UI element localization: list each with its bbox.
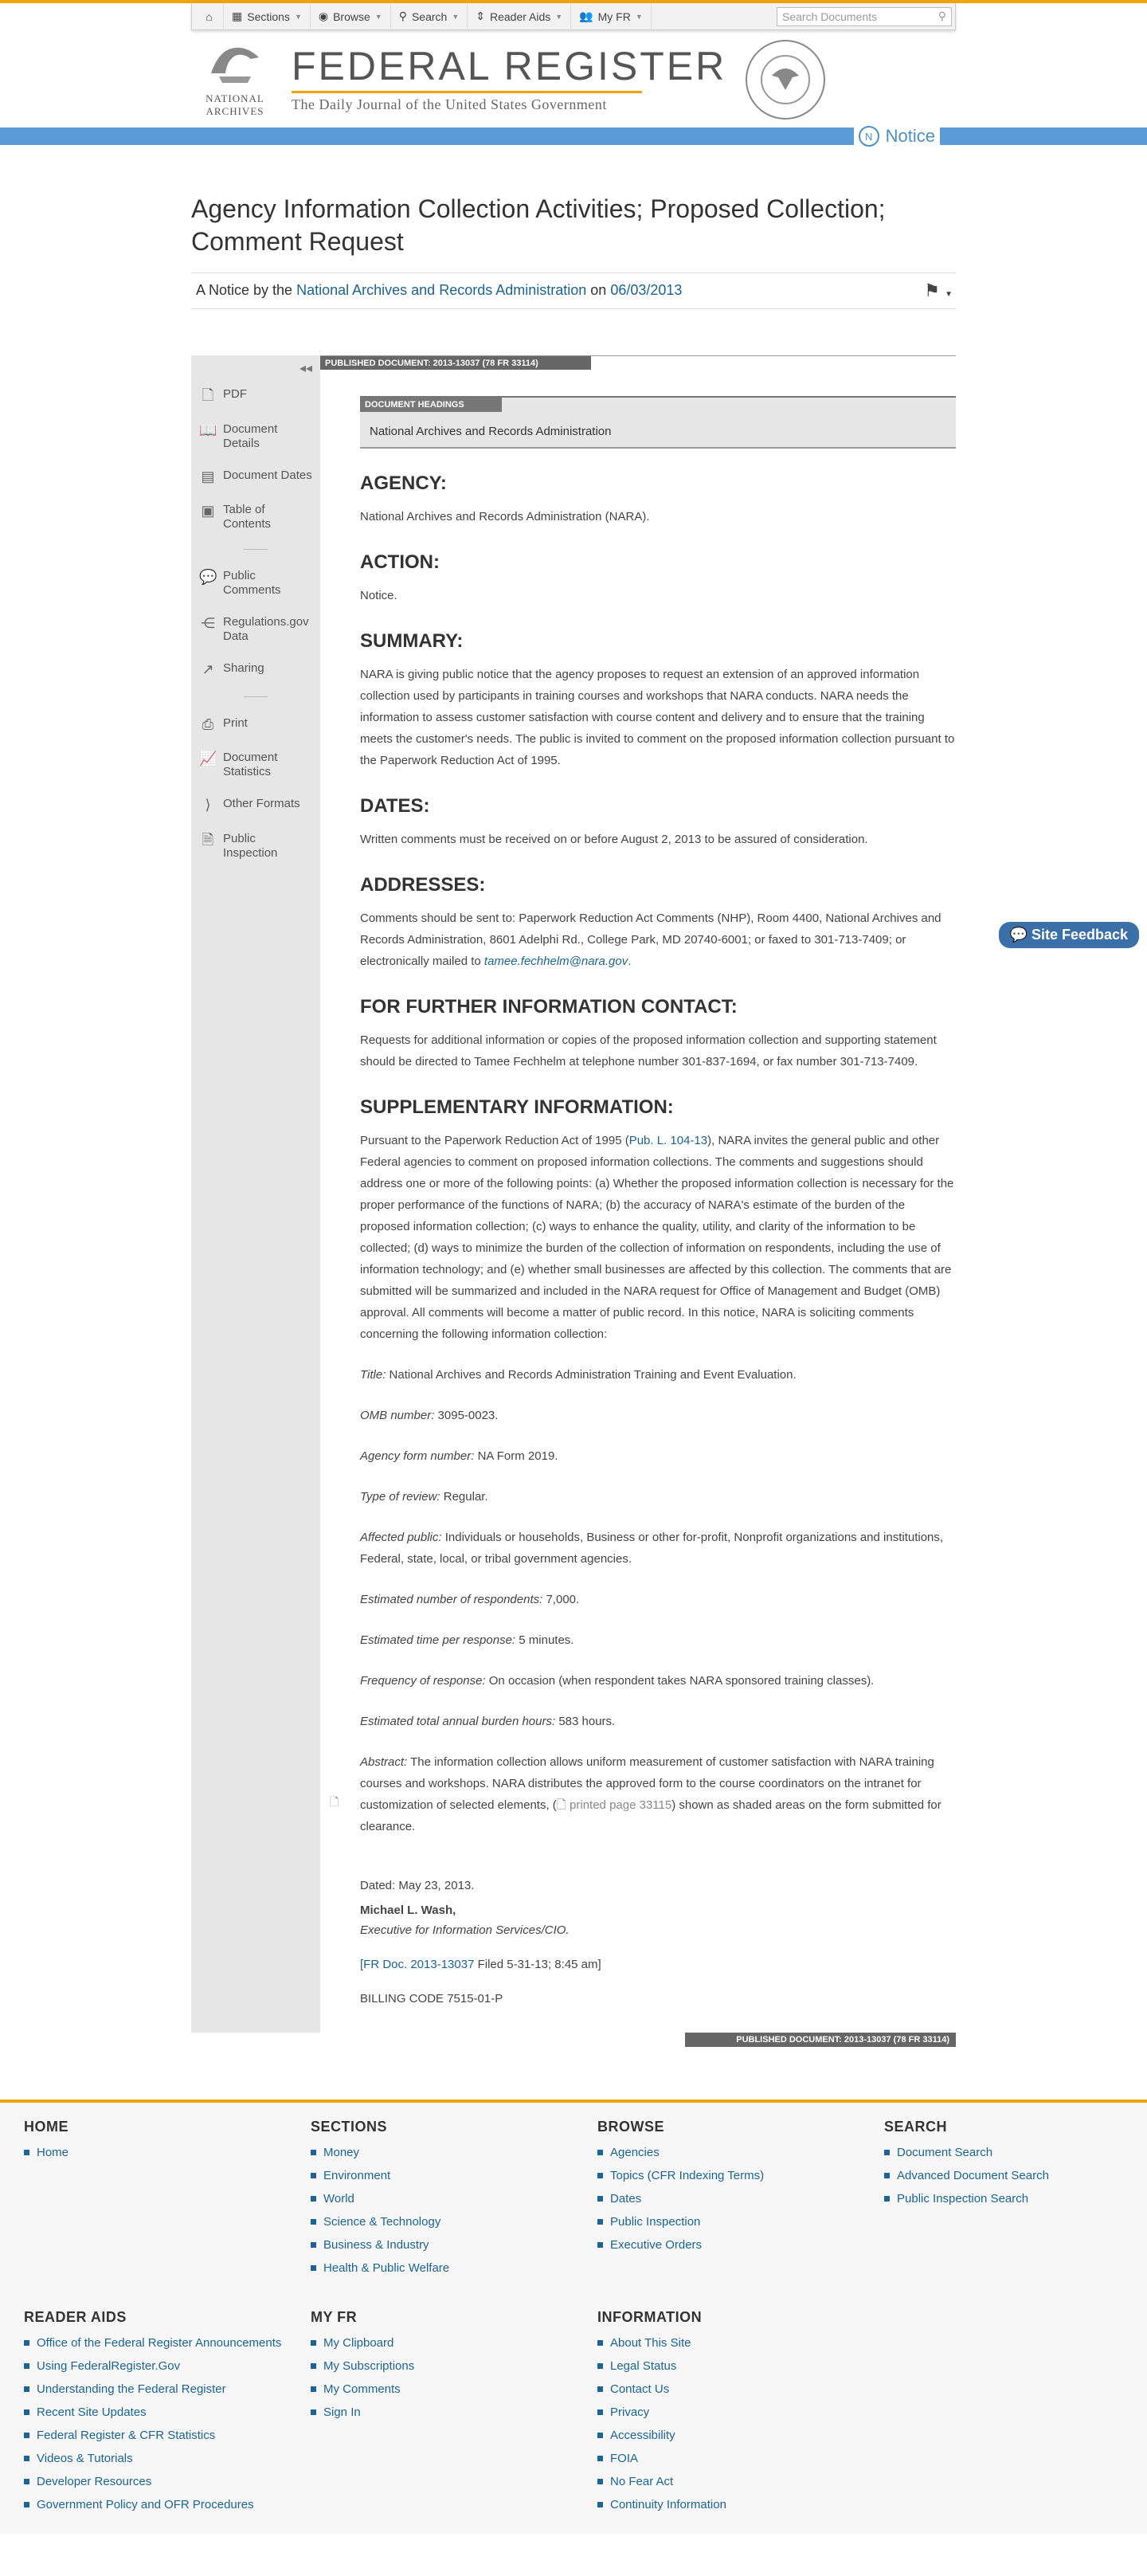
summary-heading: SUMMARY: [360, 629, 464, 652]
sidebar-item-document-details[interactable] [191, 422, 320, 451]
inspection-icon: 🗎 [202, 831, 214, 848]
footer-column [24, 2309, 311, 2520]
footer-link[interactable]: Topics (CFR Indexing Terms) [597, 2168, 884, 2184]
footer-columns [24, 2119, 1147, 2520]
footer-link[interactable]: World [311, 2191, 597, 2207]
sidebar-item-label: Print [223, 716, 248, 730]
footer-link[interactable]: Videos & Tutorials [24, 2451, 311, 2467]
sidebar-item-document-dates[interactable] [191, 469, 320, 486]
publication-date-link[interactable]: 06/03/2013 [610, 282, 683, 299]
field-key: Frequency of response: [360, 1673, 486, 1688]
home-button[interactable] [195, 3, 224, 30]
document-content [320, 355, 956, 2045]
sidebar-item-label: Regulations.gov Data [223, 615, 309, 644]
nav-my-fr-label: My FR [597, 10, 631, 23]
abstract-text: The information collection allows uniform measurement of customer satisfaction with NARA training courses and workshops. NARA distributes the approved form to the course coordinators on the intranet for customization of selected elements, ( [360, 1755, 934, 1812]
fr-doc-link[interactable]: [FR Doc. 2013-13037 [360, 1957, 475, 1971]
notice-type-label: Notice [885, 126, 935, 146]
comment-icon: 💬 [199, 569, 217, 586]
billing-code: BILLING CODE 7515-01-P [360, 1991, 503, 2006]
eagle-icon [203, 41, 267, 88]
field-key: OMB number: [360, 1408, 435, 1422]
site-footer [0, 2100, 1147, 2534]
document-headings [360, 396, 956, 449]
sidebar-item-label: Sharing [223, 661, 264, 676]
nav-browse-label: Browse [333, 10, 370, 23]
email-link[interactable]: tamee.fechhelm@nara.gov [483, 954, 628, 968]
speech-bubble-icon: 💬 [1009, 927, 1028, 943]
book-icon: 📖 [199, 421, 217, 438]
sidebar-item-label: Other Formats [223, 797, 300, 811]
field-value: 583 hours. [555, 1714, 616, 1728]
document-body-wrap [191, 355, 956, 2045]
field-value: 7,000. [542, 1592, 580, 1606]
footer-heading: INFORMATION [597, 2308, 703, 2325]
supplementary-pre: Pursuant to the Paperwork Reduction Act of 1995 ( [360, 1133, 629, 1147]
footer-heading: SECTIONS [311, 2118, 388, 2135]
chevron-down-icon: ▼ [294, 12, 302, 21]
footer-heading: SEARCH [884, 2118, 948, 2135]
footer-link[interactable]: Using FederalRegister.Gov [24, 2358, 311, 2374]
document-type-band [0, 127, 1147, 145]
seal-eagle-icon [757, 52, 813, 108]
nav-search[interactable] [391, 3, 468, 30]
footer-link[interactable]: Science & Technology [311, 2214, 597, 2230]
footer-heading: HOME [24, 2118, 69, 2135]
sidebar-item-table-of-contents[interactable] [191, 503, 320, 531]
chart-icon: 📈 [199, 751, 217, 767]
print-icon: ⎙ [202, 716, 214, 732]
agency-heading: AGENCY: [360, 472, 447, 494]
site-subtitle: The Daily Journal of the United States Government [292, 96, 607, 112]
footer-link[interactable]: Recent Site Updates [24, 2405, 311, 2421]
sidebar-item-pdf[interactable] [191, 387, 320, 405]
agency-link[interactable]: National Archives and Records Administration [296, 282, 587, 299]
code-icon: ⟩ [205, 797, 211, 814]
sidebar-item-regulations-gov[interactable] [191, 615, 320, 644]
addresses-end: . [628, 954, 632, 968]
printed-page-label: printed page 33115 [570, 1798, 672, 1812]
footer-heading: MY FR [311, 2308, 358, 2325]
footer-column [311, 2309, 597, 2520]
footer-column [24, 2119, 311, 2284]
nav-sections[interactable] [224, 3, 311, 30]
footer-link[interactable]: Developer Resources [24, 2474, 311, 2490]
flag-menu-icon[interactable]: ⚑ ▼ [924, 280, 953, 300]
field-key: Title: [360, 1367, 386, 1382]
summary-text: NARA is giving public notice that the agency proposes to request an extension of an approved information collection used by participants in training courses and workshops that NARA conducts. NARA needs the information to assess customer satisfaction with course content and delivery and to ensure that the training meets the customer's needs. The public is invited to comment on the proposed information collection pursuant to the Paperwork Reduction Act of 1995. [360, 667, 955, 767]
sidebar-item-public-comments[interactable] [191, 569, 320, 598]
footer-link-list [884, 2145, 1123, 2207]
agency-text: National Archives and Records Administration (NARA). [360, 509, 650, 523]
field-abstract [330, 1751, 956, 1837]
chevron-down-icon: ▼ [555, 12, 563, 21]
field-value: Regular. [440, 1489, 488, 1504]
eye-icon: ◉ [318, 10, 329, 22]
sidebar-divider [244, 696, 268, 697]
published-document-label: PUBLISHED DOCUMENT: 2013-13037 (78 FR 33114) [320, 356, 591, 370]
field-value: 5 minutes. [515, 1633, 574, 1647]
document-title: Agency Information Collection Activities; Proposed Collection; Comment Request [191, 194, 886, 256]
contact-heading: FOR FURTHER INFORMATION CONTACT: [360, 995, 738, 1017]
field-value: Individuals or households, Business or other for-profit, Nonprofit organizations and institutions, Federal, state, local, or tribal government agencies. [360, 1530, 944, 1566]
footer-link[interactable]: My Comments [311, 2382, 597, 2398]
collapse-sidebar-icon[interactable]: ◂◂ [299, 361, 313, 375]
dated-line: Dated: May 23, 2013. [360, 1878, 475, 1892]
sidebar-item-label: PDF [223, 386, 247, 401]
fr-doc-filed: Filed 5-31-13; 8:45 am] [474, 1957, 601, 1971]
footer-column [311, 2119, 597, 2284]
footer-link[interactable]: Continuity Information [597, 2497, 884, 2513]
page-break-icon: 🗋 [330, 1794, 339, 1808]
field-value: NA Form 2019. [474, 1449, 558, 1463]
document-sidebar [191, 355, 320, 2033]
footer-link[interactable]: Public Inspection [597, 2214, 884, 2230]
supplementary-text: ), NARA invites the general public and other Federal agencies to comment on proposed information collections. The comments and suggestions should address one or more of the following points: (a) Whether the proposed information collection is necessary for the proper performance of the functions of NARA; (b) the accuracy of NARA's estimate of the burden of the proposed information collection; (c) ways to enhance the quality, utility, and clarity of the information to be collected; (d) ways to minimize the burden of the collection of information on respondents, including the use of information technology; and (e) whether small businesses are affected by this collection. The comments that are submitted will be summarized and included in the NARA request for Office of Management and Budget (OMB) approval. All comments will become a matter of public record. In this notice, NARA is soliciting comments concerning the following information collection: [360, 1133, 954, 1341]
dates-heading: DATES: [360, 794, 430, 817]
footer-link[interactable]: Legal Status [597, 2358, 884, 2374]
footer-heading: BROWSE [597, 2118, 664, 2135]
byline-prefix: A Notice by the [196, 282, 293, 299]
field-value: National Archives and Records Administration Training and Event Evaluation. [386, 1367, 797, 1382]
supplementary-heading: SUPPLEMENTARY INFORMATION: [360, 1096, 674, 1118]
footer-link[interactable]: No Fear Act [597, 2474, 884, 2490]
chevron-down-icon: ▼ [635, 12, 643, 21]
magnifier-icon: ⚲ [398, 10, 407, 22]
footer-link[interactable]: Business & Industry [311, 2237, 597, 2253]
sidebar-item-sharing[interactable] [191, 661, 320, 679]
footer-link-list [24, 2335, 311, 2513]
footer-link[interactable]: Agencies [597, 2145, 884, 2161]
field-key: Estimated time per response: [360, 1633, 516, 1647]
action-heading: ACTION: [360, 551, 440, 573]
footer-link[interactable]: My Subscriptions [311, 2358, 597, 2374]
share-icon: ↗ [202, 661, 214, 678]
chevron-down-icon: ▼ [452, 12, 460, 21]
public-law-link[interactable]: Pub. L. 104-13 [628, 1133, 708, 1147]
nav-my-fr[interactable] [571, 3, 652, 30]
notice-tag [854, 124, 956, 148]
field-key: Abstract: [360, 1755, 408, 1769]
byline [191, 272, 956, 309]
footer-link[interactable]: Contact Us [597, 2382, 884, 2398]
footer-link[interactable]: Government Policy and OFR Procedures [24, 2497, 311, 2513]
pdf-icon: 🗋 [202, 386, 214, 403]
footer-link[interactable]: Federal Register & CFR Statistics [24, 2428, 311, 2444]
field-omb-number [360, 1405, 956, 1426]
abstract-end: ) shown as shaded areas on the form submitted for clearance. [360, 1798, 941, 1833]
federal-register-seal [746, 40, 825, 120]
sidebar-item-public-inspection[interactable] [191, 832, 320, 861]
signer-title: Executive for Information Services/CIO. [360, 1923, 570, 1937]
top-accent-bar [0, 0, 1147, 145]
byline-on: on [590, 282, 607, 299]
footer-link[interactable]: FOIA [597, 2451, 884, 2467]
notice-type-icon: N [859, 126, 879, 147]
field-type-of-review [360, 1486, 956, 1508]
calendar-icon: ▤ [201, 468, 215, 484]
sidebar-item-print[interactable] [191, 716, 320, 734]
field-key: Affected public: [360, 1530, 442, 1544]
field-value: On occasion (when respondent takes NARA sponsored training classes). [485, 1673, 875, 1688]
sidebar-item-label: Public Comments [223, 569, 281, 598]
nav-search-label: Search [411, 10, 448, 23]
footer-link[interactable]: Office of the Federal Register Announcements [24, 2335, 311, 2351]
nav-reader-aids-label: Reader Aids [489, 10, 551, 23]
field-value: 3095-0023. [434, 1408, 499, 1422]
field-time-per-response [360, 1629, 956, 1651]
dates-text: Written comments must be received on or before August 2, 2013 to be assured of consideration. [360, 832, 868, 846]
field-title [360, 1364, 956, 1386]
sidebar-divider [244, 549, 268, 550]
site-title: FEDERAL REGISTER [292, 44, 727, 88]
signpost-icon: ⇕ [476, 10, 485, 22]
footer-link[interactable]: Public Inspection Search [884, 2191, 1123, 2207]
footer-link-list [311, 2335, 597, 2421]
nav-browse[interactable] [311, 3, 391, 30]
field-frequency [360, 1670, 956, 1692]
field-key: Agency form number: [360, 1449, 475, 1463]
search-input[interactable] [777, 7, 952, 26]
main-nav [191, 3, 956, 30]
printed-page-marker[interactable]: 🗋 printed page 33115 [556, 1798, 672, 1812]
footer-link[interactable]: Advanced Document Search [884, 2168, 1123, 2184]
footer-link[interactable]: Money [311, 2145, 597, 2161]
na-logo-line2: ARCHIVES [206, 105, 264, 117]
sidebar-item-label: Document Statistics [223, 751, 278, 779]
footer-heading: READER AIDS [24, 2308, 127, 2325]
footer-column [597, 2119, 884, 2284]
field-key: Estimated number of respondents: [360, 1592, 543, 1606]
nav-sections-label: Sections [247, 10, 290, 23]
footer-link-list [597, 2335, 884, 2513]
fr-doc-line [360, 1955, 956, 1974]
nav-reader-aids[interactable] [468, 3, 571, 30]
sidebar-item-other-formats[interactable] [191, 797, 320, 814]
national-archives-logo[interactable] [191, 41, 279, 118]
sidebar-item-document-statistics[interactable] [191, 751, 320, 779]
document-headings-value: National Archives and Records Administration [370, 424, 612, 438]
site-feedback-button[interactable] [999, 922, 1140, 948]
site-title-block[interactable] [292, 46, 726, 113]
search-placeholder: Search Documents [782, 10, 878, 23]
footer-link[interactable]: Dates [597, 2191, 884, 2207]
footer-link[interactable]: Home [24, 2145, 311, 2161]
field-key: Estimated total annual burden hours: [360, 1714, 556, 1728]
na-logo-line1: NATIONAL [206, 92, 264, 104]
field-burden-hours [360, 1711, 956, 1732]
users-icon: 👥 [579, 10, 593, 22]
footer-link-list [24, 2145, 311, 2161]
footer-link[interactable]: Health & Public Welfare [311, 2260, 597, 2276]
footer-link[interactable]: About This Site [597, 2335, 884, 2351]
contact-text: Requests for additional information or copies of the proposed information collection and supporting statement should be directed to Tamee Fechhelm at telephone number 301-837-1694, or fax number 301-713-7409. [360, 1033, 937, 1068]
share-nodes-icon: ⋲ [201, 615, 215, 632]
toc-icon: ▣ [201, 503, 215, 520]
action-text: Notice. [360, 588, 397, 602]
supplementary-paragraph [360, 1130, 956, 1345]
addresses-heading: ADDRESSES: [360, 873, 486, 896]
grid-icon: ▦ [232, 10, 243, 22]
addresses-text: Comments should be sent to: Paperwork Reduction Act Comments (NHP), Room 4400, National Archives and Records Administration, 8601 Adelphi Rd., College Park, MD 20740-6001; or faxed to 301-713-7409; or electronically mailed to [360, 911, 941, 968]
home-icon: ⌂ [206, 10, 213, 23]
site-feedback-label: Site Feedback [1031, 927, 1128, 943]
footer-link-list [597, 2145, 884, 2253]
field-agency-form-number [360, 1445, 956, 1467]
chevron-down-icon: ▼ [374, 12, 382, 21]
footer-link[interactable]: Accessibility [597, 2428, 884, 2444]
addresses-paragraph [360, 908, 956, 972]
footer-link[interactable]: My Clipboard [311, 2335, 597, 2351]
footer-link[interactable]: Understanding the Federal Register [24, 2382, 311, 2398]
footer-link[interactable]: Document Search [884, 2145, 1123, 2161]
footer-link[interactable]: Privacy [597, 2405, 884, 2421]
field-respondents [360, 1589, 956, 1610]
published-document-label-bottom: PUBLISHED DOCUMENT: 2013-13037 (78 FR 33114) [685, 2033, 956, 2047]
search-icon[interactable]: ⚲ [938, 10, 946, 22]
signer-name: Michael L. Wash, [360, 1903, 456, 1917]
footer-link[interactable]: Executive Orders [597, 2237, 884, 2253]
document-headings-label: DOCUMENT HEADINGS [360, 398, 502, 412]
sidebar-item-label: Document Details [223, 421, 278, 450]
footer-link[interactable]: Sign In [311, 2405, 597, 2421]
field-key: Type of review: [360, 1489, 440, 1504]
footer-column [884, 2119, 1123, 2284]
signature-block [360, 1876, 956, 2009]
sidebar-item-label: Public Inspection [223, 831, 278, 860]
field-affected-public [360, 1527, 956, 1570]
footer-link-list [311, 2145, 597, 2276]
masthead [191, 30, 956, 124]
sidebar-item-label: Table of Contents [223, 503, 272, 531]
footer-column [597, 2309, 884, 2520]
footer-link[interactable]: Environment [311, 2168, 597, 2184]
title-rule [292, 91, 642, 93]
sidebar-item-label: Document Dates [223, 468, 312, 482]
